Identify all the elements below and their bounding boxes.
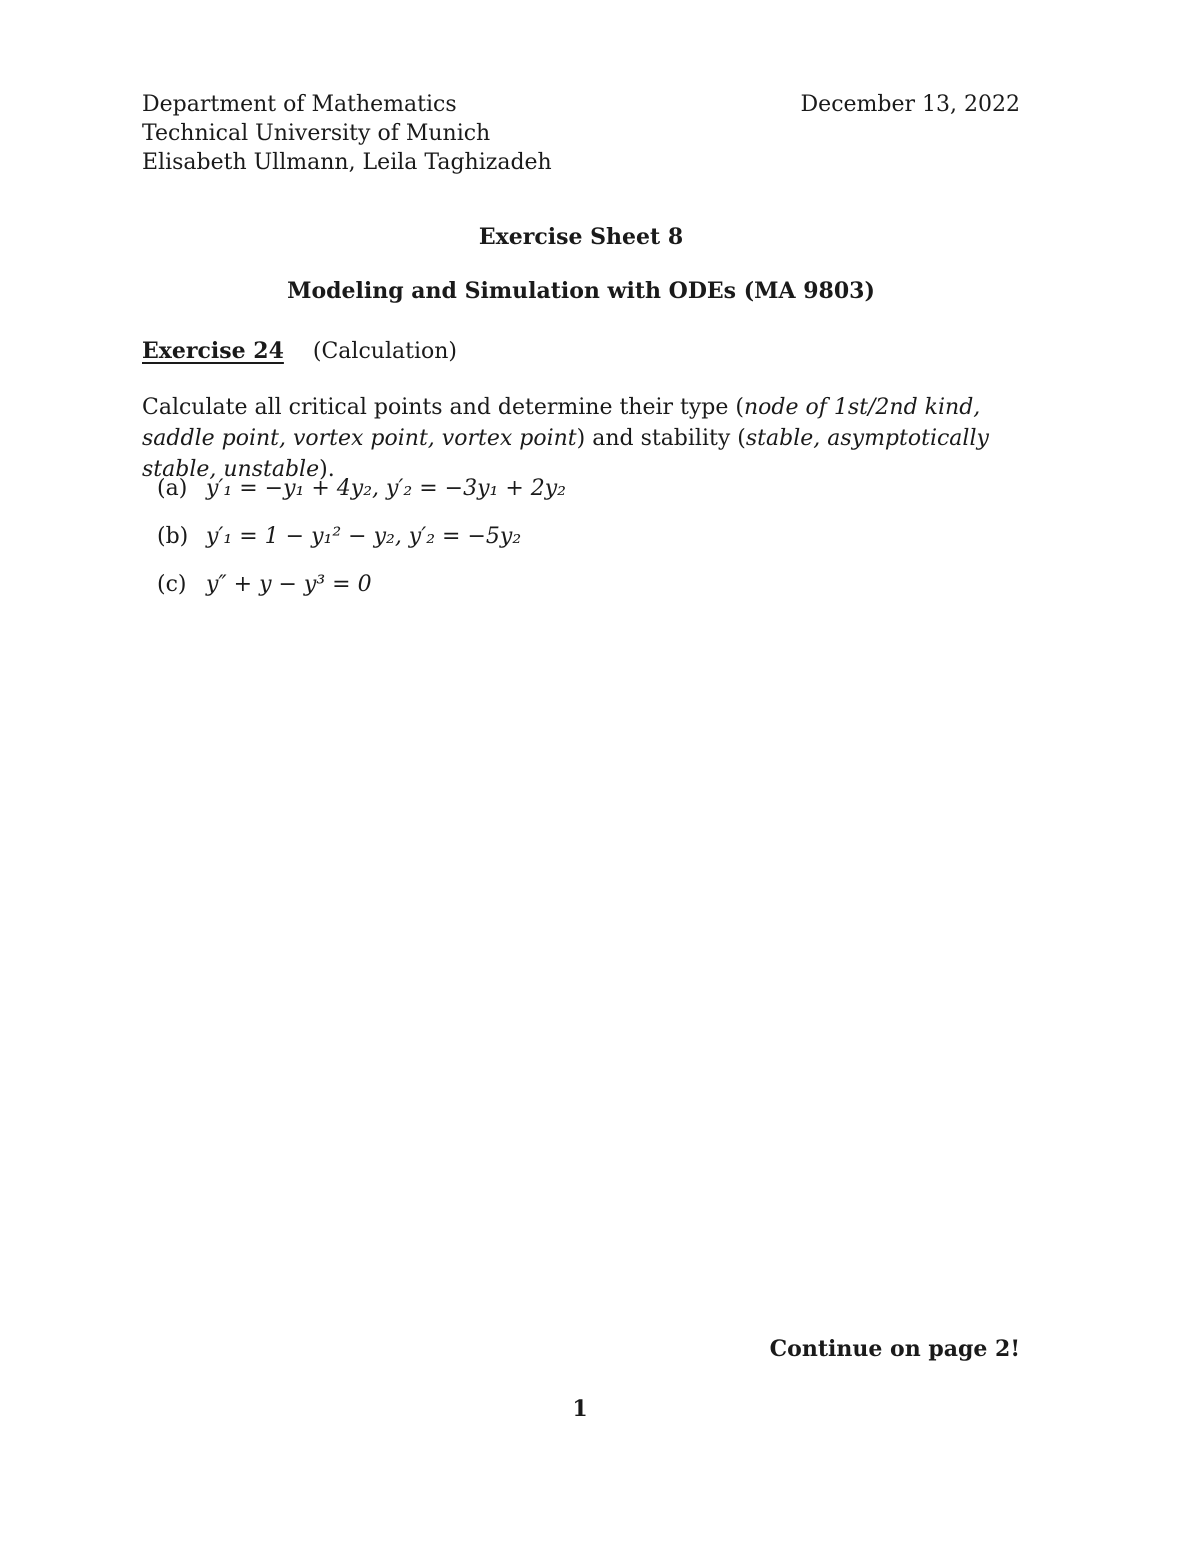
exercise-instructions: [142, 392, 1032, 485]
exercise-item-a: [157, 474, 566, 522]
intro-end: ).: [319, 457, 335, 482]
header-institution-block: [142, 90, 552, 177]
exercise-items: [157, 474, 566, 618]
exercise-heading: [142, 338, 457, 364]
exercise-name: Exercise 24: [142, 338, 284, 364]
item-label: (b): [157, 524, 189, 549]
department-name: Department of Mathematics: [142, 92, 457, 117]
intro-mid: ) and stability (: [576, 426, 746, 451]
course-title: Modeling and Simulation with ODEs (MA 9803): [287, 278, 875, 304]
item-label: (a): [157, 476, 188, 501]
exercise-item-c: [157, 570, 566, 618]
critical-point-types: node of 1st/2nd kind, saddle point, vortex point, vortex point: [142, 395, 981, 451]
header-date: December 13, 2022: [800, 92, 1020, 117]
intro-start: Calculate all critical points and determine their type (: [142, 395, 744, 420]
author-names: Elisabeth Ullmann, Leila Taghizadeh: [142, 150, 552, 175]
page-number: 1: [572, 1396, 588, 1422]
continue-note: Continue on page 2!: [769, 1336, 1020, 1362]
item-equation: y′₁ = 1 − y₁² − y₂, y′₂ = −5y₂: [206, 524, 522, 549]
university-name: Technical University of Munich: [142, 121, 491, 146]
item-equation: y″ + y − y³ = 0: [206, 572, 372, 597]
item-label: (c): [157, 572, 187, 597]
item-equation: y′₁ = −y₁ + 4y₂, y′₂ = −3y₁ + 2y₂: [206, 476, 567, 501]
stability-types: stable, asymptotically stable, unstable: [142, 426, 989, 482]
exercise-item-b: [157, 522, 566, 570]
sheet-title: Exercise Sheet 8: [478, 224, 684, 250]
exercise-tag: (Calculation): [312, 339, 457, 364]
